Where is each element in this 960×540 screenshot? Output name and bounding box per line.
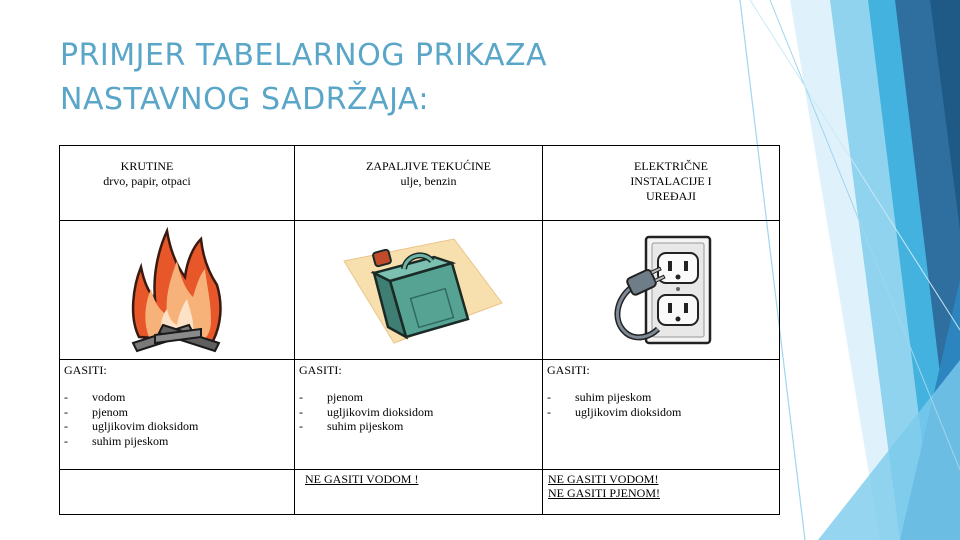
electric-outlet-icon bbox=[606, 233, 716, 348]
extinguish-list-solids bbox=[64, 390, 290, 448]
header-liquids-title: ZAPALJIVE TEKUĆINE bbox=[366, 159, 491, 173]
header-cell-solids bbox=[60, 146, 295, 221]
list-item-text: ugljikovim dioksidom bbox=[92, 419, 199, 433]
warning-cell-solids bbox=[60, 470, 295, 515]
list-item-text: suhim pijeskom bbox=[327, 419, 404, 433]
list-item: - ugljikovim dioksidom bbox=[547, 404, 682, 419]
header-solids-title: KRUTINE bbox=[120, 159, 174, 173]
image-cell-flammable-liquids bbox=[295, 221, 543, 360]
list-item-text: suhim pijeskom bbox=[575, 390, 652, 404]
fuel-canister-icon bbox=[334, 233, 504, 348]
extinguish-cell-flammable-liquids bbox=[295, 360, 543, 470]
list-item: - ugljikovim dioksidom bbox=[64, 419, 199, 433]
warning-cell-flammable-liquids bbox=[295, 470, 543, 515]
extinguish-list-liquids bbox=[299, 390, 538, 434]
list-item-text: ugljikovim dioksidom bbox=[327, 404, 434, 419]
table-warning-row bbox=[60, 470, 780, 515]
warning-no-water: NE GASITI VODOM! bbox=[548, 472, 659, 486]
list-item-text: vodom bbox=[92, 390, 126, 404]
list-item-text: suhim pijeskom bbox=[92, 433, 169, 448]
list-item-text: ugljikovim dioksidom bbox=[575, 404, 682, 419]
warning-cell-electrical bbox=[543, 470, 780, 515]
list-item-text: pjenom bbox=[327, 390, 363, 404]
fire-extinguishing-table bbox=[59, 145, 780, 515]
header-cell-electrical bbox=[543, 146, 780, 221]
table-image-row bbox=[60, 221, 780, 360]
header-electrical-line-3: UREĐAJI bbox=[646, 189, 696, 203]
warning-no-foam: NE GASITI PJENOM! bbox=[548, 486, 660, 500]
header-solids-subtitle: drvo, papir, otpaci bbox=[103, 174, 191, 188]
image-cell-electrical bbox=[543, 221, 780, 360]
list-item: - pjenom bbox=[299, 390, 363, 404]
list-item-text: pjenom bbox=[92, 404, 128, 419]
image-cell-solids bbox=[60, 221, 295, 360]
extinguish-label: GASITI: bbox=[299, 363, 342, 377]
extinguish-label: GASITI: bbox=[547, 363, 590, 377]
list-item: - ugljikovim dioksidom bbox=[299, 404, 434, 419]
list-item: - suhim pijeskom bbox=[547, 390, 652, 404]
list-item: - vodom bbox=[64, 390, 126, 404]
list-item: - pjenom bbox=[64, 404, 128, 419]
header-liquids-subtitle: ulje, benzin bbox=[400, 174, 457, 188]
extinguish-cell-electrical bbox=[543, 360, 780, 470]
slide-title-line-2: NASTAVNOG SADRŽAJA: bbox=[60, 82, 430, 117]
table-header-row bbox=[60, 146, 780, 221]
header-electrical-line-1: ELEKTRIČNE bbox=[634, 159, 708, 173]
table-extinguish-row bbox=[60, 360, 780, 470]
warning-no-water: NE GASITI VODOM ! bbox=[305, 472, 419, 486]
slide-title bbox=[60, 34, 700, 122]
list-item: - suhim pijeskom bbox=[64, 433, 169, 448]
extinguish-cell-solids bbox=[60, 360, 295, 470]
list-item: - suhim pijeskom bbox=[299, 419, 404, 433]
extinguish-list-electrical bbox=[547, 390, 775, 419]
slide-title-line-1: PRIMJER TABELARNOG PRIKAZA bbox=[60, 38, 548, 73]
extinguish-label: GASITI: bbox=[64, 363, 107, 377]
header-electrical-line-2: INSTALACIJE I bbox=[630, 174, 712, 188]
header-cell-flammable-liquids bbox=[295, 146, 543, 221]
fire-icon bbox=[127, 225, 227, 355]
